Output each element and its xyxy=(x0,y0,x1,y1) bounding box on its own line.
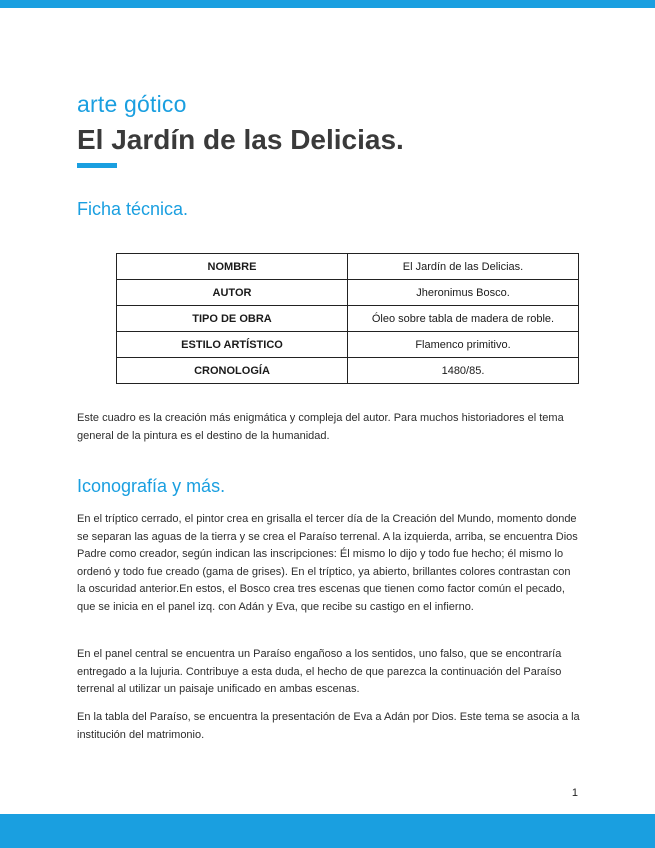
ficha-value-cronologia: 1480/85. xyxy=(348,358,579,384)
table-row xyxy=(117,332,579,358)
document-subtitle: arte gótico xyxy=(77,91,187,117)
body-paragraph-2: En el panel central se encuentra un Paraíso engañoso a los sentidos, uno falso, que se encontraría entregado a la lujuria. Contribuye a esta duda, el hecho de que parezca la continuación del Paraíso terrenal al utilizar un paisaje unificado en ambas escenas. xyxy=(77,648,562,696)
section-heading-iconografia: Iconografía y más. xyxy=(77,476,226,496)
table-row xyxy=(117,358,579,384)
body-paragraph-1: En el tríptico cerrado, el pintor crea en grisalla el tercer día de la Creación del Mundo, momento donde se separan las aguas de la tierra y se crea el Paraíso terrenal. A la izquierda, arriba, se encuentra Dios Padre como creador, según indican las inscripciones: Él mismo lo dijo y todo fue hecho; él mismo lo ordenó y todo fue creado (gama de grises). En el tríptico, ya abierto, brillantes colores contrastan con la oscuridad anterior.En estos, el Bosco crea tres escenas que tienen como factor común el pecado, que se inicia en el panel izq. con Adán y Eva, que recibe su castigo en el infierno. xyxy=(77,513,578,613)
top-accent-bar xyxy=(0,0,655,8)
title-underline-accent xyxy=(77,163,117,168)
table-row xyxy=(117,306,579,332)
table-row xyxy=(117,280,579,306)
section-heading-ficha-tecnica: Ficha técnica. xyxy=(77,199,189,219)
ficha-value-autor: Jheronimus Bosco. xyxy=(348,280,579,306)
document-title: El Jardín de las Delicias. xyxy=(77,124,404,155)
bottom-accent-bar xyxy=(0,814,655,848)
table-row xyxy=(117,254,579,280)
page-number: 1 xyxy=(571,787,578,799)
ficha-label-cronologia: CRONOLOGÍA xyxy=(117,358,348,384)
ficha-value-estilo-artistico: Flamenco primitivo. xyxy=(348,332,579,358)
ficha-label-tipo-de-obra: TIPO DE OBRA xyxy=(117,306,348,332)
intro-paragraph: Este cuadro es la creación más enigmática y compleja del autor. Para muchos historiadores el tema general de la pintura es el destino de la humanidad. xyxy=(77,412,564,442)
ficha-value-tipo-de-obra: Óleo sobre tabla de madera de roble. xyxy=(348,306,579,332)
ficha-value-nombre: El Jardín de las Delicias. xyxy=(348,254,579,280)
ficha-label-autor: AUTOR xyxy=(117,280,348,306)
body-paragraph-3: En la tabla del Paraíso, se encuentra la presentación de Eva a Adán por Dios. Este tema se asocia a la institución del matrimonio. xyxy=(77,711,580,741)
ficha-label-nombre: NOMBRE xyxy=(117,254,348,280)
ficha-label-estilo-artistico: ESTILO ARTÍSTICO xyxy=(117,332,348,358)
ficha-tecnica-table xyxy=(116,253,579,384)
